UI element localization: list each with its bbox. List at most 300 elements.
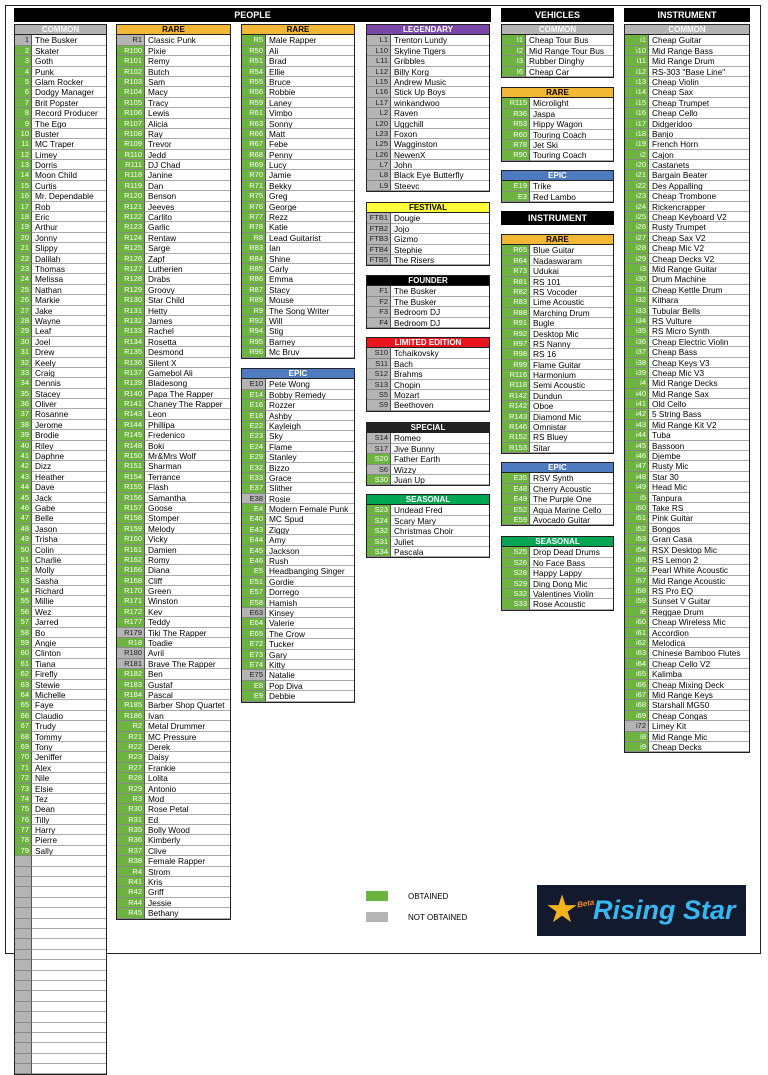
card-id: 70 [15,752,32,762]
card-id: i25 [625,212,649,222]
card-id: 23 [15,264,32,274]
card-name: Valentines Violin [530,589,613,599]
card-id: R29 [117,784,145,794]
card-id: S14 [367,433,391,443]
card-id: 6 [15,87,32,97]
card-name: Fredenico [145,430,230,440]
table-header: SEASONAL [502,537,613,547]
card-row [242,411,354,421]
card-id: R82 [502,287,530,297]
card-name: Tanpura [649,493,749,503]
card-id: R159 [117,524,145,534]
card-name: Glam Rocker [32,77,106,87]
card-name: Leon [145,409,230,419]
card-name: Barney [266,337,354,347]
card-row [15,87,106,97]
card-name: Belle [32,513,106,523]
card-id: R68 [242,150,266,160]
card-id: R70 [242,170,266,180]
card-id [15,981,32,991]
card-id: 47 [15,513,32,523]
card-name: Cajon [649,150,749,160]
card-id: S32 [367,526,391,536]
card-name: Rachel [145,326,230,336]
card-row [367,170,489,180]
card-id: F1 [367,286,391,296]
card-name: Bethany [145,908,230,918]
card-row [117,108,230,118]
card-id: 50 [15,545,32,555]
card-id: E4 [242,504,266,514]
card-row [15,669,106,679]
card-name: Romeo [391,433,489,443]
card-name: Matt [266,129,354,139]
card-name: Toadie [145,638,230,648]
card-id: 56 [15,607,32,617]
card-row [117,596,230,606]
card-row [15,119,106,129]
card-name: Bedroom DJ [391,318,489,328]
card-name: Take RS [649,503,749,513]
card-id: i37 [625,347,649,357]
card-id: R124 [117,233,145,243]
card-id: R28 [117,773,145,783]
card-row [15,493,106,503]
card-id: i29 [625,254,649,264]
card-id: R125 [117,243,145,253]
card-name: Leaf [32,326,106,336]
card-id: E51 [242,577,266,587]
collection-table [366,275,490,329]
card-row [367,400,489,410]
card-id: R140 [117,389,145,399]
card-id: 27 [15,306,32,316]
card-id: R100 [117,46,145,56]
card-row [242,577,354,587]
card-name: Sally [32,846,106,856]
card-name: Pearl White Acoustic [649,565,749,575]
card-id: R137 [117,368,145,378]
card-row [117,451,230,461]
card-row [117,461,230,471]
table-header: RARE [502,88,613,98]
card-id: i40 [625,389,649,399]
card-id: i67 [625,690,649,700]
card-name: Rentaw [145,233,230,243]
card-id: R143 [502,412,530,422]
card-row [242,337,354,347]
card-name: Gribbles [391,56,489,66]
card-id: R36 [117,835,145,845]
card-name: Phillipa [145,420,230,430]
card-id: R44 [117,898,145,908]
card-name: Semi Acoustic [530,380,613,390]
card-id: i55 [625,555,649,565]
card-id: i10 [625,46,649,56]
card-row [117,752,230,762]
card-name: Cheap Mixing Deck [649,680,749,690]
card-id: i64 [625,659,649,669]
card-name: Sitar [530,443,613,453]
card-row [367,433,489,443]
card-row [242,483,354,493]
card-id [15,1043,32,1053]
card-id: R78 [242,222,266,232]
table-header: COMMON [502,25,613,35]
card-row [502,432,613,442]
card-name: Father Earth [391,454,489,464]
card-row [502,360,613,370]
card-name: The Busker [391,286,489,296]
card-name: Charlie [32,555,106,565]
card-id: R45 [117,908,145,918]
card-row [242,618,354,628]
table-header: SPECIAL [367,423,489,433]
card-name: Cheap Cello V2 [649,659,749,669]
card-name: Debbie [266,691,354,701]
card-name: Mid Range Decks [649,378,749,388]
card-name: Trisha [32,534,106,544]
card-row [625,295,749,305]
card-name: The Ego [32,119,106,129]
card-id [15,1012,32,1022]
card-row [242,285,354,295]
legend-not-obtained-swatch [366,912,388,922]
card-id: L20 [367,119,391,129]
card-name: 5 String Bass [649,409,749,419]
card-id: E16 [242,400,266,410]
card-row [367,537,489,547]
card-row [15,815,106,825]
card-name: winkandwoo [391,98,489,108]
card-name: The Crow [266,629,354,639]
card-id: E43 [242,525,266,535]
card-name [32,856,106,866]
card-id: 14 [15,170,32,180]
card-name: Katie [266,222,354,232]
card-id: E45 [242,546,266,556]
card-name: Mid Range Acoustic [649,576,749,586]
card-name: RSV Synth [530,473,613,483]
card-name: Valerie [266,618,354,628]
card-row [15,794,106,804]
card-id: 26 [15,295,32,305]
card-id: R168 [117,576,145,586]
card-id: i61 [625,628,649,638]
card-name: Diana [145,565,230,575]
card-name: Trenton Lundy [391,35,489,45]
collection-table [241,368,355,703]
card-name: Cheap Cello [649,108,749,118]
card-name: Stig [266,326,354,336]
card-row [625,420,749,430]
card-row [242,202,354,212]
card-row [15,991,106,1001]
card-name: Ian [266,243,354,253]
card-row [625,160,749,170]
card-row [117,409,230,419]
card-name: Harry [32,825,106,835]
card-name: Rosetta [145,337,230,347]
card-row [117,524,230,534]
card-row [117,139,230,149]
card-row [15,368,106,378]
card-name: Cheap Wireless Mic [649,617,749,627]
card-name: Natalie [266,670,354,680]
card-id: 53 [15,576,32,586]
card-id: 7 [15,98,32,108]
card-id: L15 [367,77,391,87]
card-row [15,742,106,752]
card-name: Djembe [649,451,749,461]
card-name: Star 30 [649,472,749,482]
card-row [502,318,613,328]
card-name: Rosanne [32,409,106,419]
card-id: R186 [117,711,145,721]
card-id: E3 [502,192,530,202]
card-id: i30 [625,274,649,284]
card-name: Gabe [32,503,106,513]
card-id: i1 [625,35,649,45]
card-row [15,856,106,866]
card-row [242,347,354,357]
card-id: i13 [625,77,649,87]
card-id: F2 [367,297,391,307]
card-row [625,742,749,752]
card-name: RS 16 [530,349,613,359]
card-id: R158 [117,513,145,523]
card-name: Melody [145,524,230,534]
card-name: George [266,202,354,212]
card-name: Tiki The Rapper [145,628,230,638]
instrument-header: INSTRUMENT [624,8,750,22]
card-name: Rickencrapper [649,202,749,212]
card-id: 46 [15,503,32,513]
card-row [242,306,354,316]
card-name: Bassoon [649,441,749,451]
card-row [15,67,106,77]
card-id: R102 [117,67,145,77]
card-name: Angie [32,638,106,648]
card-name: Thomas [32,264,106,274]
card-name: Chaney The Rapper [145,399,230,409]
card-id: R63 [242,119,266,129]
card-name: Bedroom DJ [391,307,489,317]
card-row [502,473,613,483]
card-id: i65 [625,669,649,679]
card-id: 32 [15,358,32,368]
card-row [242,326,354,336]
card-name: Keely [32,358,106,368]
card-id: R105 [117,98,145,108]
card-id: S20 [367,454,391,464]
card-row [242,77,354,87]
card-row [15,378,106,388]
card-id: R53 [502,119,530,129]
card-row [367,286,489,296]
card-name: The Busker [32,35,106,45]
card-row [117,711,230,721]
card-row [502,599,613,609]
card-id: S30 [367,475,391,485]
card-row [625,638,749,648]
card-name: Boki [145,441,230,451]
card-name: Tilly [32,815,106,825]
table-header: RARE [242,25,354,35]
card-row [15,960,106,970]
card-id: R67 [242,139,266,149]
card-row [367,359,489,369]
card-row [242,264,354,274]
card-row [15,659,106,669]
card-row [625,680,749,690]
card-row [625,441,749,451]
card-id: 20 [15,233,32,243]
card-row [15,908,106,918]
card-name: Gran Casa [649,534,749,544]
card-id: i14 [625,87,649,97]
card-name: Terrance [145,472,230,482]
card-row [117,77,230,87]
table-header: FESTIVAL [367,203,489,213]
table-header: EPIC [502,463,613,473]
card-id: i48 [625,472,649,482]
collection-table [501,87,614,162]
card-id: L17 [367,98,391,108]
card-id: R144 [117,420,145,430]
card-id: 9 [15,119,32,129]
card-row [242,566,354,576]
card-name: Nile [32,773,106,783]
card-id: 49 [15,534,32,544]
card-name: Jason [32,524,106,534]
card-name: Laney [266,98,354,108]
card-row [15,139,106,149]
card-name [32,960,106,970]
card-row [15,971,106,981]
card-name: Microlight [530,98,613,108]
card-row [625,628,749,638]
card-row [367,46,489,56]
card-row [242,421,354,431]
card-row [367,380,489,390]
card-id: R154 [117,472,145,482]
card-row [625,732,749,742]
card-row [242,160,354,170]
card-id: R2 [117,721,145,731]
card-id: i57 [625,576,649,586]
card-id: i21 [625,170,649,180]
card-name: Drum Machine [649,274,749,284]
card-id: FTB2 [367,224,391,234]
card-id: 48 [15,524,32,534]
card-name: Rubber Dinghy [526,56,613,66]
card-id: I1 [502,35,526,45]
card-id: R170 [117,586,145,596]
card-row [242,243,354,253]
card-id [15,919,32,929]
card-name [32,877,106,887]
card-name: Cheap Trombone [649,191,749,201]
card-name: Reggae Drum [649,607,749,617]
card-id: i9 [625,742,649,752]
card-id: R162 [117,555,145,565]
card-id [15,929,32,939]
card-row [15,1064,106,1074]
card-name: Kayleigh [266,421,354,431]
card-name: Jaspa [530,109,613,119]
card-row [117,659,230,669]
card-name: Mid Range Keys [649,690,749,700]
card-row [242,514,354,524]
collection-table [366,24,490,192]
card-id: i26 [625,222,649,232]
card-name: Antonio [145,784,230,794]
card-id: E32 [242,463,266,473]
card-id: 21 [15,243,32,253]
card-name: Firefly [32,669,106,679]
card-name: Pete Wong [266,379,354,389]
card-name: Record Producer [32,108,106,118]
card-id: i8 [625,732,649,742]
card-name: Blue Guitar [530,245,613,255]
card-row [117,482,230,492]
card-id [15,960,32,970]
card-id: i18 [625,129,649,139]
card-id: R83 [502,297,530,307]
card-id: R183 [117,680,145,690]
card-row [502,98,613,108]
table-header: RARE [117,25,230,35]
card-id: R92 [242,316,266,326]
card-row [242,191,354,201]
card-id: S26 [502,558,530,568]
card-id: R177 [117,617,145,627]
card-row [502,181,613,191]
card-row [625,67,749,77]
card-row [367,67,489,77]
card-name: Jamie [266,170,354,180]
card-row [625,565,749,575]
card-row [242,222,354,232]
card-row [15,285,106,295]
card-name: Febe [266,139,354,149]
card-name: Hetty [145,306,230,316]
card-id: 36 [15,399,32,409]
card-row [117,846,230,856]
card-name: Uggchill [391,119,489,129]
card-name [32,939,106,949]
card-id: 42 [15,461,32,471]
card-row [15,150,106,160]
card-row [15,846,106,856]
card-name: Foxon [391,129,489,139]
card-name: Jack [32,493,106,503]
card-row [625,711,749,721]
card-id: R9 [242,306,266,316]
card-name: Slippy [32,243,106,253]
card-name: Star Child [145,295,230,305]
card-name: Dodgy Manager [32,87,106,97]
card-name: Kev [145,607,230,617]
card-name: Rose Acoustic [530,599,613,609]
card-row [15,981,106,991]
card-name: Cheap Mic V2 [649,243,749,253]
card-id [15,1054,32,1064]
card-id: S32 [502,589,530,599]
card-id: L11 [367,56,391,66]
card-id: R127 [117,264,145,274]
